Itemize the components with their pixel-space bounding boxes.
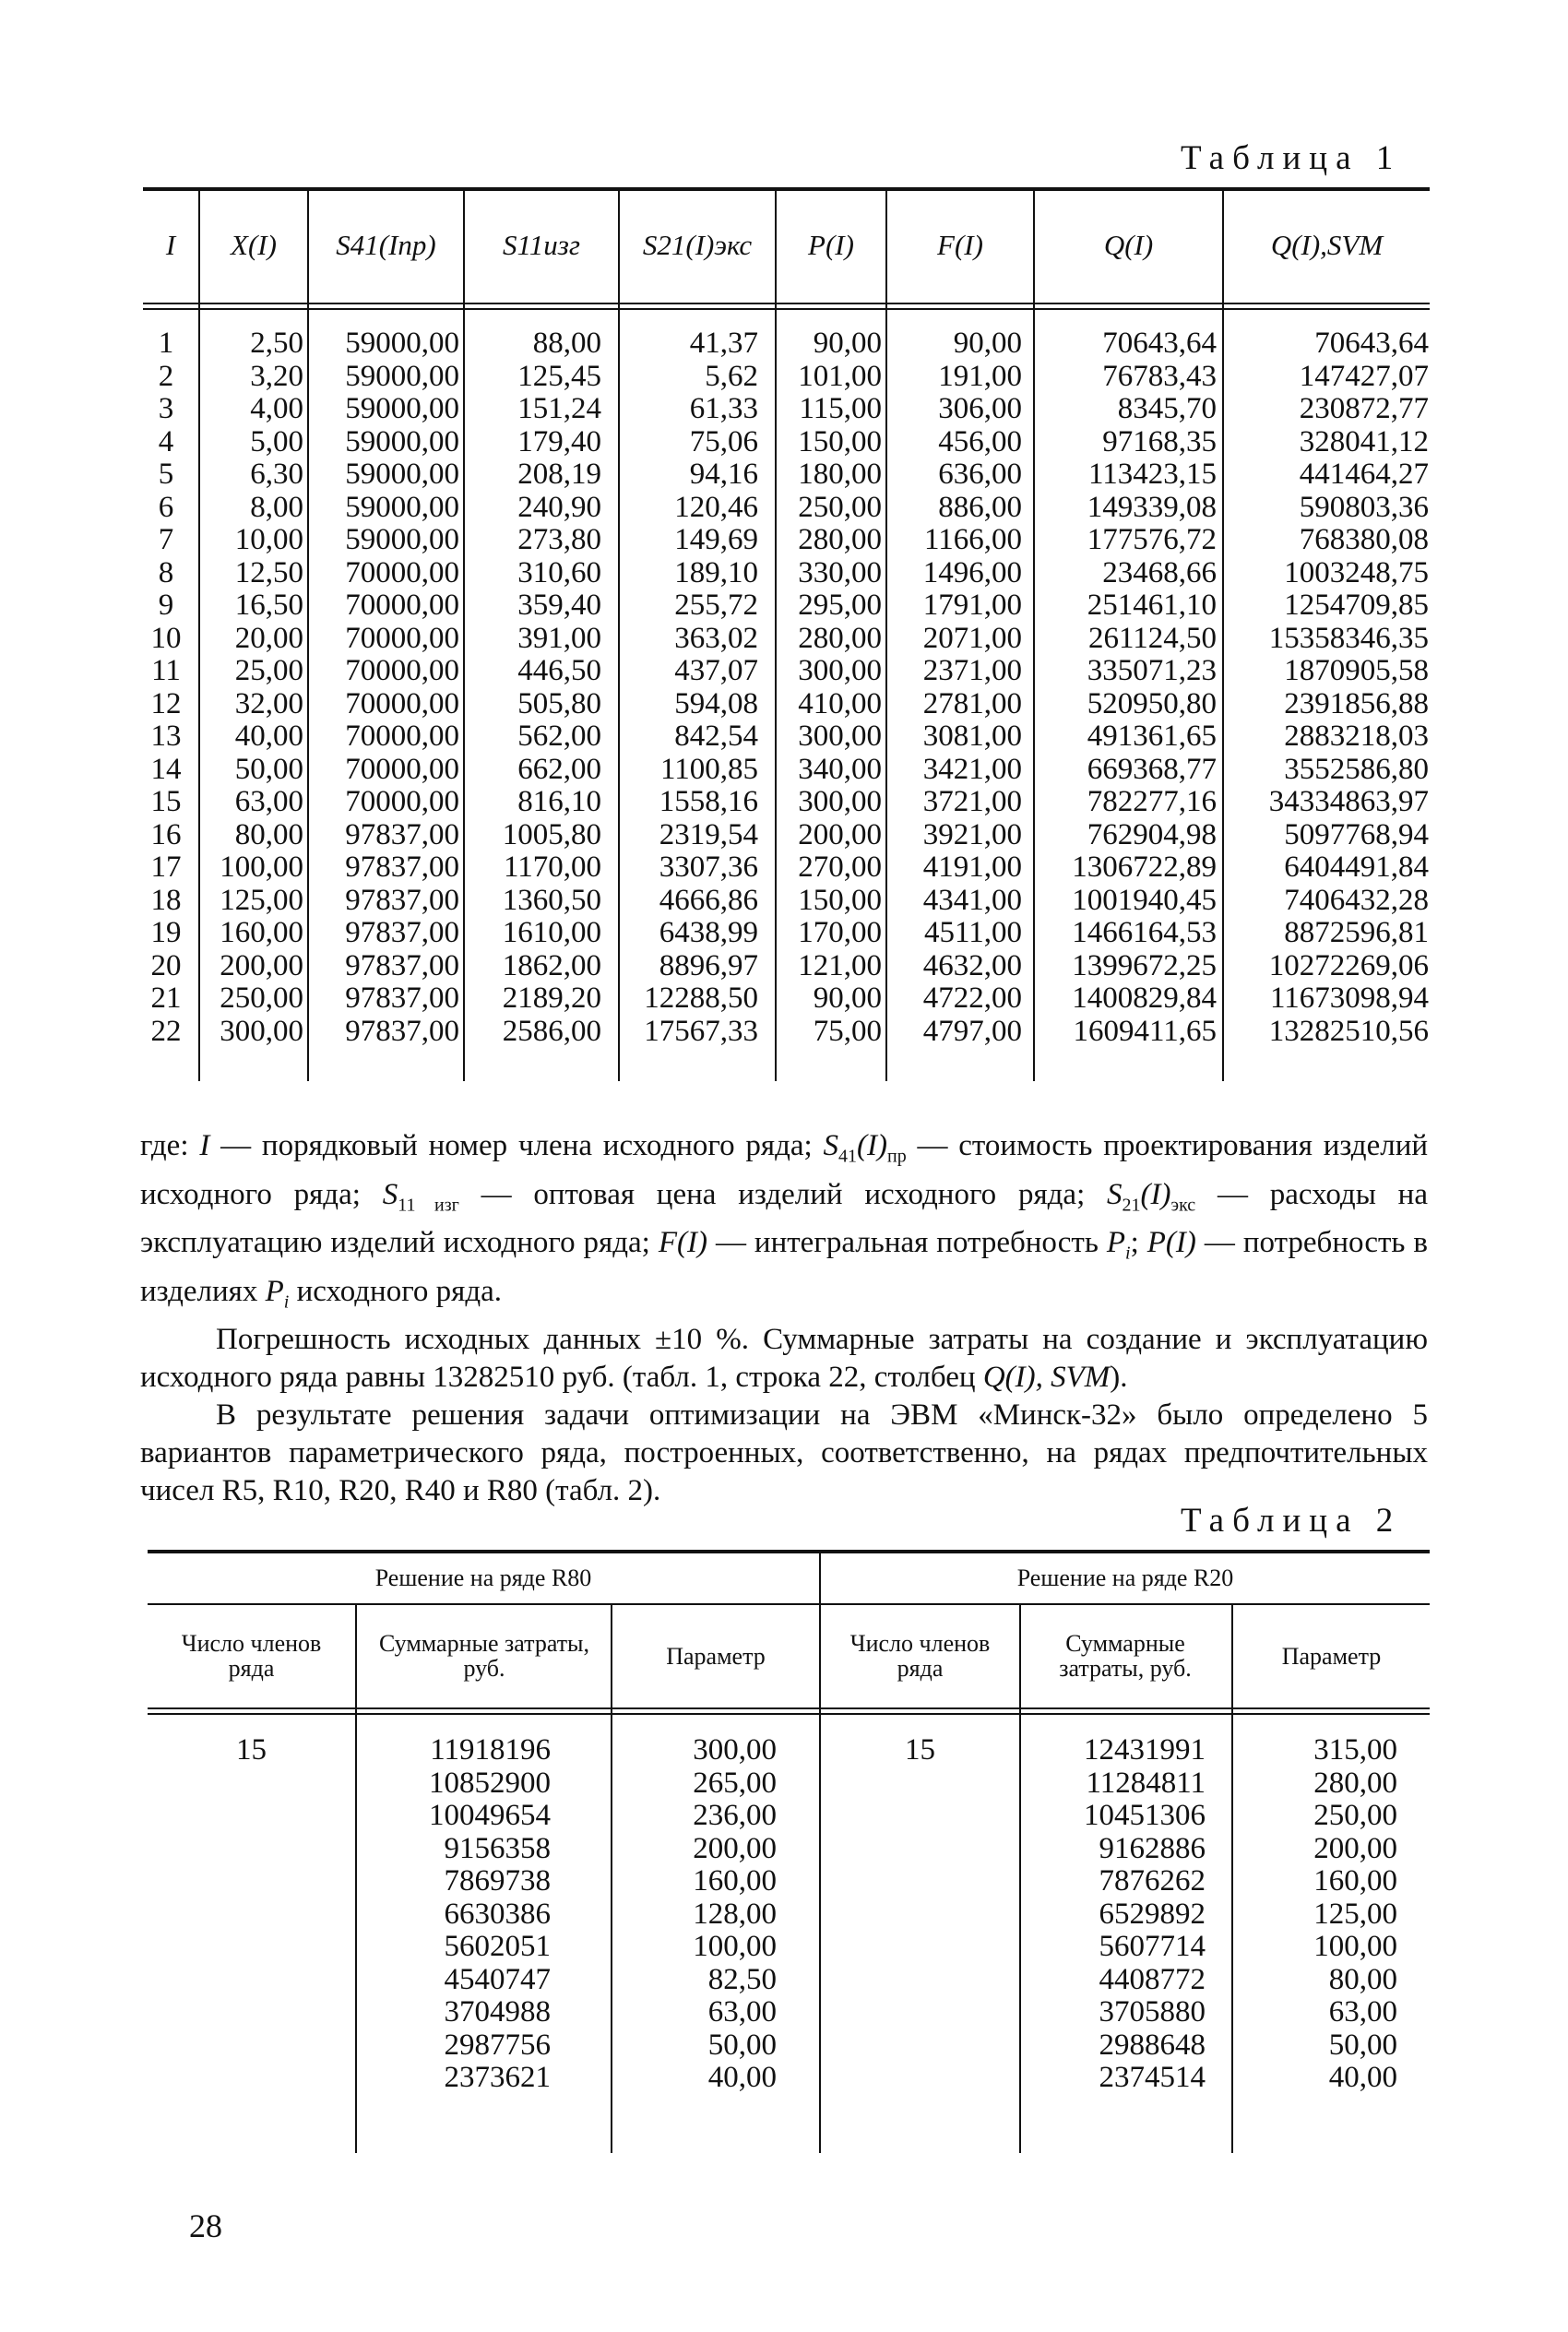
- result-paragraph: В результате решения задачи оптимизации на ЭВМ «Минск-32» было определено 5 вариантов параметрического ряда, построенных, соответственно, на рядах предпочтительных чисел R5, R10, R20, R40 и R80 (табл. 2).: [140, 1398, 1428, 1508]
- table1-col-s11: 88,00 125,45 151,24 179,40 208,19 240,90 273,80 310,60 359,40 391,00 446,50 505,80 562,00 662,00 816,10 1005,80 1170,00 1360,50 1610,00 1862,00 2189,20 2586,00: [502, 327, 601, 1048]
- table2-group-right: Решение на ряде R20: [1016, 1565, 1234, 1591]
- table2-costs-left: 11918196 10852900 10049654 9156358 7869738 6630386 5602051 4540747 3704988 2987756 2373621: [429, 1733, 551, 2094]
- table2-count-right: 15: [905, 1733, 935, 1767]
- table1-header-f: F(I): [937, 229, 983, 261]
- table1-col-s21: 41,37 5,62 61,33 75,06 94,16 120,46 149,69 189,10 255,72 363,02 437,07 594,08 842,54 1100,85 1558,16 2319,54 3307,36 4666,86 6438,99 8896,97 12288,50 17567,33: [644, 327, 758, 1048]
- table1-col-qsvm: 70643,64 147427,07 230872,77 328041,12 441464,27 590803,36 768380,08 1003248,75 1254709,85 15358346,35 1870905,58 2391856,88 2883218,03 3552586,80 34334863,97 5097768,94 6404491,84 7406432,28 8872596,81 10272269,06 11673098,94 13282510,56: [1268, 327, 1429, 1048]
- page-number: 28: [189, 2207, 222, 2244]
- table2-count-left: 15: [236, 1733, 267, 1767]
- table1-caption: Таблица 1: [1181, 139, 1402, 177]
- error-paragraph: Погрешность исходных данных ±10 %. Суммарные затраты на создание и эксплуатацию исходного ряда равны 13282510 руб. (табл. 1, строка 22, столбец Q(I), SVM).: [140, 1323, 1428, 1395]
- body-text: [140, 1127, 1428, 1510]
- table2-header-param-right: Параметр: [1281, 1643, 1382, 1670]
- table1-header-qsvm: Q(I),SVM: [1270, 229, 1384, 261]
- table1-col-f: 90,00 191,00 306,00 456,00 636,00 886,00 1166,00 1496,00 1791,00 2071,00 2371,00 2781,00 3081,00 3421,00 3721,00 3921,00 4191,00 4341,00 4511,00 4632,00 4722,00 4797,00: [922, 327, 1022, 1048]
- table1-header-rule: [143, 303, 1430, 304]
- table2-header-rule: [148, 1707, 1430, 1709]
- table1-top-rule: [143, 187, 1430, 191]
- table2-vline: [819, 1553, 821, 2153]
- table1-header-p: P(I): [808, 229, 854, 261]
- table1-header-s11: S11изг: [503, 229, 580, 261]
- table1-col-q: 70643,64 76783,43 8345,70 97168,35 113423,15 149339,08 177576,72 23468,66 251461,10 261124,50 335071,23 520950,80 491361,65 669368,77 782277,16 762904,98 1306722,89 1001940,45 1466164,53 1399672,25 1400829,84 1609411,65: [1072, 327, 1217, 1048]
- table1-header-q: Q(I): [1103, 229, 1154, 261]
- table2-group-rule: [148, 1603, 1430, 1605]
- table1-col-p: 90,00 101,00 115,00 150,00 180,00 250,00 280,00 330,00 295,00 280,00 300,00 410,00 300,00 340,00 300,00 200,00 270,00 150,00 170,00 121,00 90,00 75,00: [798, 327, 882, 1048]
- table1-header-s21: S21(I)экс: [642, 229, 753, 261]
- table2-header-cost-right: Суммарные затраты, руб.: [1059, 1630, 1192, 1682]
- table1-header-rule-2: [143, 308, 1430, 310]
- table2-costs-right: 12431991 11284811 10451306 9162886 7876262 6529892 5607714 4408772 3705880 2988648 2374514: [1084, 1733, 1206, 2094]
- table2-params-right: 315,00 280,00 250,00 200,00 160,00 125,00 100,00 80,00 63,00 50,00 40,00: [1313, 1733, 1397, 2094]
- table2-params-left: 300,00 265,00 236,00 200,00 160,00 128,00 100,00 82,50 63,00 50,00 40,00: [693, 1733, 777, 2094]
- table1-header-i: I: [165, 229, 176, 261]
- table2-header-count-left: Число членов ряда: [181, 1630, 322, 1682]
- table2-caption: Таблица 2: [1181, 1502, 1402, 1540]
- table1-col-x: 2,50 3,20 4,00 5,00 6,30 8,00 10,00 12,50 16,50 20,00 25,00 32,00 40,00 50,00 63,00 80,00 100,00 125,00 160,00 200,00 250,00 300,00: [220, 327, 303, 1048]
- table1-col-i: 1 2 3 4 5 6 7 8 9 10 11 12 13 14 15 16 17 18 19 20 21 22: [150, 327, 182, 1048]
- definitions-paragraph: где: I — порядковый номер члена исходного ряда; $S_{41}(I)_{пр}$ — стоимость проектирования изделий исходного ряда; $S_{11 изг}$ — оптовая цена изделий исходного ряда; $S_{21}(I)_{экс}$ — расходы на эксплуатацию изделий исходного ряда; F(I) — интегральная потребность $P_i$; P(I) — потребность в изделиях $P_i$ исходного ряда.: [140, 1129, 1429, 1313]
- table2-header-cost-left: Суммарные затраты, руб.: [378, 1630, 590, 1682]
- table1-col-s41: 59000,00 59000,00 59000,00 59000,00 59000,00 59000,00 59000,00 70000,00 70000,00 70000,00 70000,00 70000,00 70000,00 70000,00 70000,00 97837,00 97837,00 97837,00 97837,00 97837,00 97837,00 97837,00: [345, 327, 459, 1048]
- table2-header-count-right: Число членов ряда: [849, 1630, 991, 1682]
- table2-header-param-left: Параметр: [666, 1643, 766, 1670]
- table1-header-s41: S41(Iпр): [336, 229, 436, 261]
- table2-top-rule: [148, 1550, 1430, 1553]
- table2-group-left: Решение на ряде R80: [374, 1565, 592, 1591]
- table2-header-rule-2: [148, 1713, 1430, 1715]
- table1-header-x: X(I): [231, 229, 277, 261]
